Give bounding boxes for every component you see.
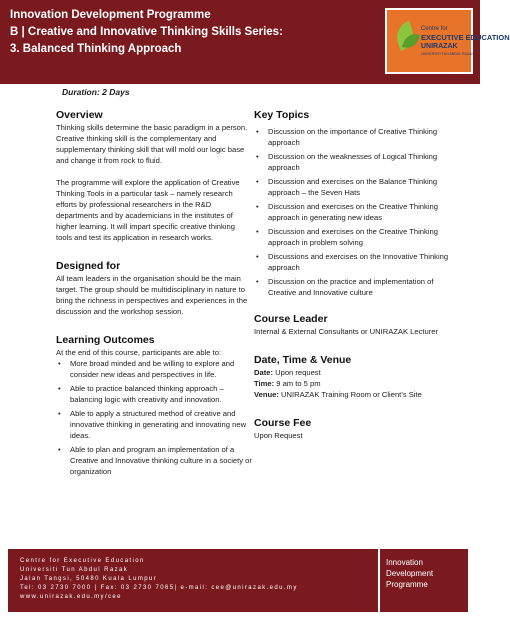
list-item: • Discussion and exercises on the Balance Thinking approach – the Seven Hats bbox=[256, 177, 438, 197]
footer-centre-name: Centre for Executive Education bbox=[20, 558, 145, 564]
bullet-icon: • bbox=[256, 277, 259, 286]
bullet-icon: • bbox=[256, 202, 259, 211]
key-topics-list bbox=[254, 126, 454, 298]
designed-for-text: All team leaders in the organisation should be the main target. The group should be multidisciplinary in nature to bring the richness in perspectives and experiences in the discussion and the workshop session. bbox=[56, 274, 248, 316]
series-title: B | Creative and Innovative Thinking Skills Series: bbox=[10, 26, 283, 38]
programme-title: Innovation Development Programme bbox=[10, 9, 211, 21]
footer-contact-block bbox=[8, 549, 378, 612]
bullet-icon: • bbox=[58, 384, 61, 393]
footer-website: www.unirazak.edu.my/cee bbox=[20, 594, 122, 600]
course-fee-text: Upon Request bbox=[254, 431, 303, 440]
bullet-icon: • bbox=[58, 359, 61, 368]
list-item: • More broad minded and be willing to explore and consider new ideas and perspectives in life. bbox=[58, 359, 235, 379]
bullet-icon: • bbox=[256, 127, 259, 136]
overview-heading: Overview bbox=[56, 109, 103, 121]
list-item: • Discussions and exercises on the Innovative Thinking approach bbox=[256, 252, 449, 272]
bullet-icon: • bbox=[58, 445, 61, 454]
footer-programme-block bbox=[380, 549, 468, 612]
key-topics-heading: Key Topics bbox=[254, 109, 310, 121]
course-title: 3. Balanced Thinking Approach bbox=[10, 43, 182, 55]
logo-text-unirazak: UNIRAZAK bbox=[421, 43, 458, 50]
header-title-block bbox=[10, 7, 283, 58]
bullet-icon: • bbox=[256, 177, 259, 186]
header-banner bbox=[0, 0, 510, 84]
cee-logo bbox=[385, 8, 510, 74]
designed-for-heading: Designed for bbox=[56, 260, 121, 272]
bullet-icon: • bbox=[256, 152, 259, 161]
list-item: • Discussion on the practice and implementation of Creative and Innovative culture bbox=[256, 277, 434, 297]
list-item: • Discussion and exercises on the Creative Thinking approach in problem solving bbox=[256, 227, 438, 247]
footer-programme-line-2: Development bbox=[386, 569, 434, 578]
bullet-icon: • bbox=[256, 227, 259, 236]
list-item: • Discussion and exercises on the Creative Thinking approach in generating new ideas bbox=[256, 202, 438, 222]
time-line: Time: 9 am to 5 pm bbox=[254, 379, 321, 388]
logo-text-university: UNIVERSITI TUN ABDUL RAZAK bbox=[421, 52, 474, 56]
list-item: • Discussion on the weaknesses of Logical Thinking approach bbox=[256, 152, 438, 172]
overview-paragraph-1: Thinking skills determine the basic paradigm in a person. Creative thinking skill is the complementary and supplementary thinking skill that will mold our logic base and change it from rock to fluid. bbox=[56, 123, 248, 165]
right-column bbox=[254, 108, 454, 441]
footer bbox=[0, 549, 480, 612]
course-leader-text: Internal & External Consultants or UNIRAZAK Lecturer bbox=[254, 327, 439, 336]
venue-line: Venue: UNIRAZAK Training Room or Client’s Site bbox=[254, 390, 422, 399]
footer-programme-line-1: Innovation bbox=[386, 558, 423, 567]
footer-university: Universiti Tun Abdul Razak bbox=[20, 567, 129, 573]
bullet-icon: • bbox=[58, 409, 61, 418]
list-item: • Able to practice balanced thinking approach – balancing logic with creativity and innovation. bbox=[58, 384, 224, 404]
list-item: • Able to apply a structured method of creative and innovative thinking in generating and innovating new ideas. bbox=[58, 409, 247, 440]
learning-outcomes-heading: Learning Outcomes bbox=[56, 334, 155, 346]
footer-phone-email: Tel: 03 2730 7000 | Fax: 03 2730 7065| e-mail: cee@unirazak.edu.my bbox=[20, 585, 298, 591]
course-leader-heading: Course Leader bbox=[254, 313, 328, 325]
learning-outcomes-list bbox=[56, 358, 252, 477]
list-item: • Able to plan and program an implementation of a Creative and Innovative thinking culture in a society or organization bbox=[58, 445, 252, 476]
course-fee-heading: Course Fee bbox=[254, 417, 312, 429]
duration-label: Duration: 2 Days bbox=[62, 87, 130, 97]
logo-text-centre: Centre for bbox=[421, 26, 448, 32]
overview-paragraph-2: The programme will explore the application of Creative Thinking Tools in a particular task – namely research efforts by professional researchers in the R&D departments and by academicians in the institutes of higher learning. It will impart specific creative thinking tools and test its application in research works. bbox=[56, 178, 240, 242]
footer-programme-line-3: Programme bbox=[386, 580, 428, 589]
bullet-icon: • bbox=[256, 252, 259, 261]
left-column bbox=[56, 108, 252, 480]
footer-address: Jalan Tangsi, 50480 Kuala Lumpur bbox=[20, 576, 158, 582]
logo-text-executive: EXECUTIVE EDUCATION bbox=[421, 33, 510, 42]
list-item: • Discussion on the importance of Creative Thinking approach bbox=[256, 127, 438, 147]
date-line: Date: Upon request bbox=[254, 368, 321, 377]
learning-outcomes-intro: At the end of this course, participants are able to: bbox=[56, 348, 222, 357]
date-time-venue-heading: Date, Time & Venue bbox=[254, 354, 352, 366]
